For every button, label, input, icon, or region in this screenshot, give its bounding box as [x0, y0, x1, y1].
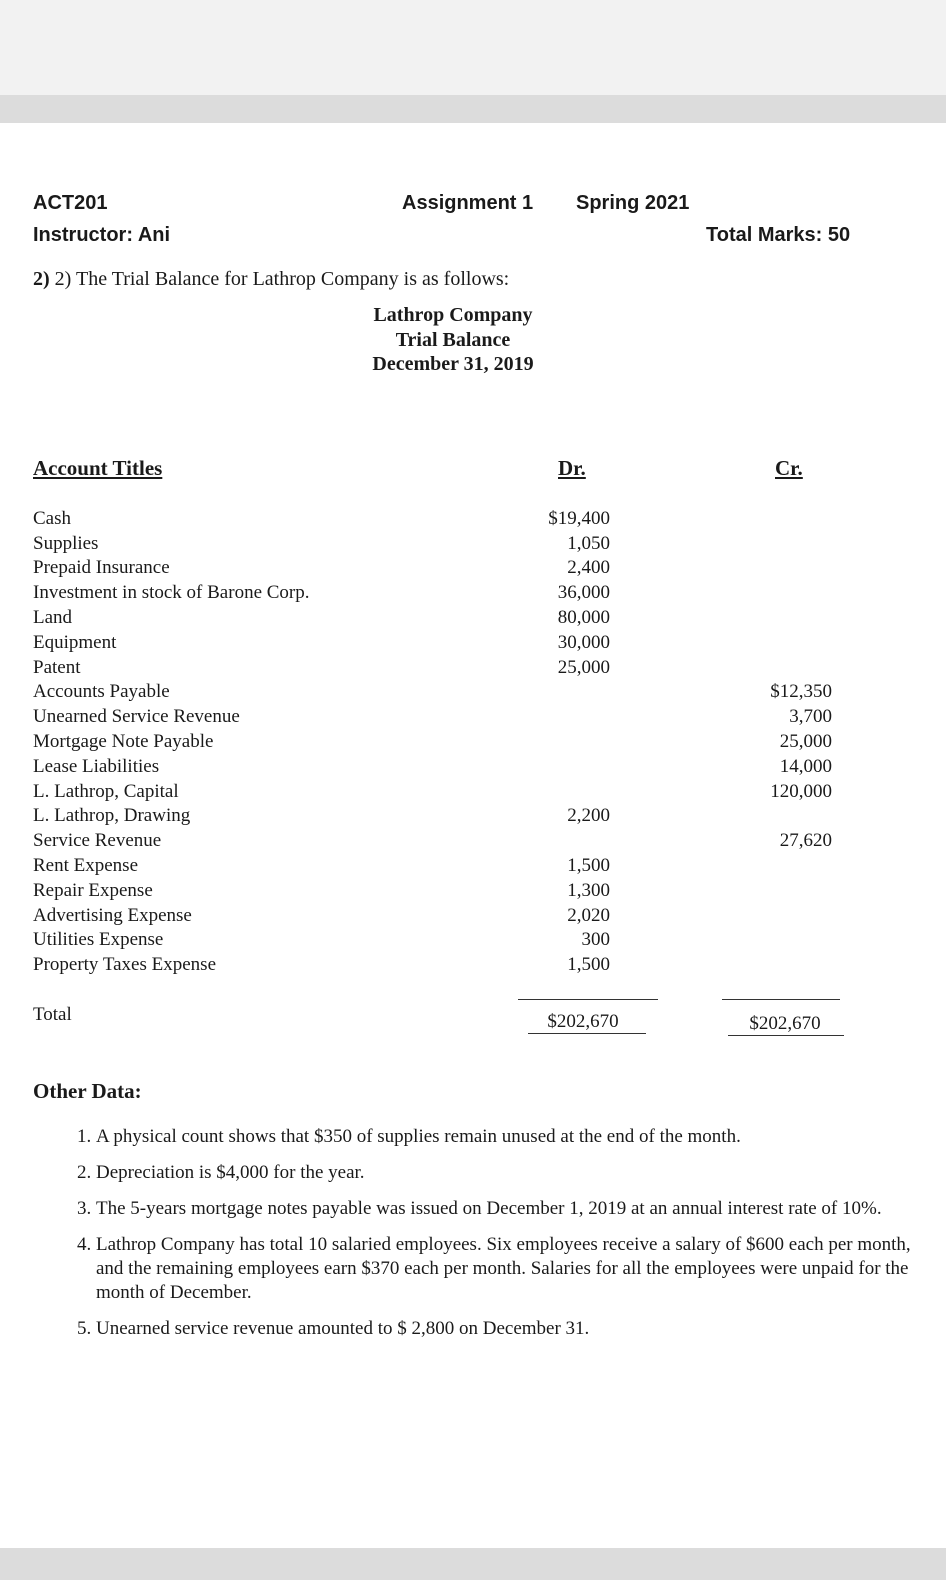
account-title: Property Taxes Expense: [33, 954, 216, 975]
total-marks-label: Total Marks: 50: [706, 224, 851, 246]
other-data-heading: Other Data:: [33, 1079, 142, 1103]
account-title: L. Lathrop, Capital: [33, 781, 179, 802]
debit-amount: 1,050: [567, 533, 610, 554]
credit-total-bottom-rule: [728, 1035, 844, 1036]
account-title: Supplies: [33, 533, 99, 554]
credit-total: $202,670: [749, 1013, 821, 1034]
account-title: Lease Liabilities: [33, 756, 160, 777]
account-title: Utilities Expense: [33, 929, 164, 950]
debit-amount: 300: [581, 929, 610, 950]
credit-amount: $12,350: [770, 681, 832, 702]
column-header-debit: Dr.: [558, 456, 586, 480]
account-title: Unearned Service Revenue: [33, 706, 240, 727]
question-intro: 2) 2) The Trial Balance for Lathrop Company is as follows:: [33, 268, 510, 290]
column-header-credit: Cr.: [775, 456, 803, 480]
account-title: Land: [33, 607, 73, 628]
debit-total-bottom-rule: [528, 1033, 646, 1034]
credit-amount: 120,000: [770, 781, 832, 802]
account-title: Advertising Expense: [33, 905, 192, 926]
account-title: Equipment: [33, 632, 117, 653]
list-item: 4. Lathrop Company has total 10 salaried employees. Six employees receive a salary of $600 each per month, and the remaining employees earn $370 each per month. Salaries for all the employees were unpaid for the month of December.: [96, 1233, 916, 1305]
list-item: 3. The 5-years mortgage notes payable was issued on December 1, 2019 at an annual interest rate of 10%.: [96, 1197, 916, 1221]
other-data-list: [62, 1125, 916, 1353]
company-name: Lathrop Company: [373, 304, 533, 326]
debit-amount: 2,400: [567, 557, 610, 578]
debit-amount: 30,000: [557, 632, 610, 653]
instructor-label: Instructor: Ani: [33, 224, 171, 246]
question-text: 2) The Trial Balance for Lathrop Company is as follows:: [54, 268, 510, 290]
debit-amount: 80,000: [557, 607, 610, 628]
debit-amount: 25,000: [557, 657, 610, 678]
account-title: Rent Expense: [33, 855, 139, 876]
term-label: Spring 2021: [576, 192, 690, 214]
account-title: Service Revenue: [33, 830, 162, 851]
statement-title: Trial Balance: [395, 329, 511, 351]
bottom-gray-bar: [0, 1548, 946, 1580]
account-title: Accounts Payable: [33, 681, 170, 702]
debit-amount: 1,300: [567, 880, 610, 901]
debit-amount: 1,500: [567, 954, 610, 975]
account-title: Patent: [33, 657, 81, 678]
list-item: 1. A physical count shows that $350 of supplies remain unused at the end of the month.: [96, 1125, 916, 1149]
list-item: 5. Unearned service revenue amounted to $ 2,800 on December 31.: [96, 1317, 916, 1341]
credit-amount: 27,620: [779, 830, 832, 851]
top-gray-bar: [0, 95, 946, 123]
account-title: Repair Expense: [33, 880, 153, 901]
debit-amount: $19,400: [548, 508, 610, 529]
assignment-label: Assignment 1: [402, 192, 534, 214]
account-title: L. Lathrop, Drawing: [33, 805, 191, 826]
debit-amount: 36,000: [557, 582, 610, 603]
account-title: Cash: [33, 508, 71, 529]
column-header-account-titles: Account Titles: [33, 456, 163, 480]
debit-total-top-rule: [518, 999, 658, 1000]
credit-amount: 25,000: [779, 731, 832, 752]
credit-amount: 3,700: [789, 706, 832, 727]
credit-amount: 14,000: [779, 756, 832, 777]
debit-amount: 1,500: [567, 855, 610, 876]
list-item: 2. Depreciation is $4,000 for the year.: [96, 1161, 916, 1185]
debit-amount: 2,200: [567, 805, 610, 826]
credit-total-top-rule: [722, 999, 840, 1000]
debit-amount: 2,020: [567, 905, 610, 926]
account-title: Prepaid Insurance: [33, 557, 170, 578]
debit-total: $202,670: [547, 1011, 619, 1032]
statement-date: December 31, 2019: [372, 353, 534, 375]
course-code: ACT201: [33, 192, 108, 214]
account-title: Investment in stock of Barone Corp.: [33, 582, 310, 603]
total-label: Total: [33, 1004, 72, 1025]
account-title: Mortgage Note Payable: [33, 731, 214, 752]
